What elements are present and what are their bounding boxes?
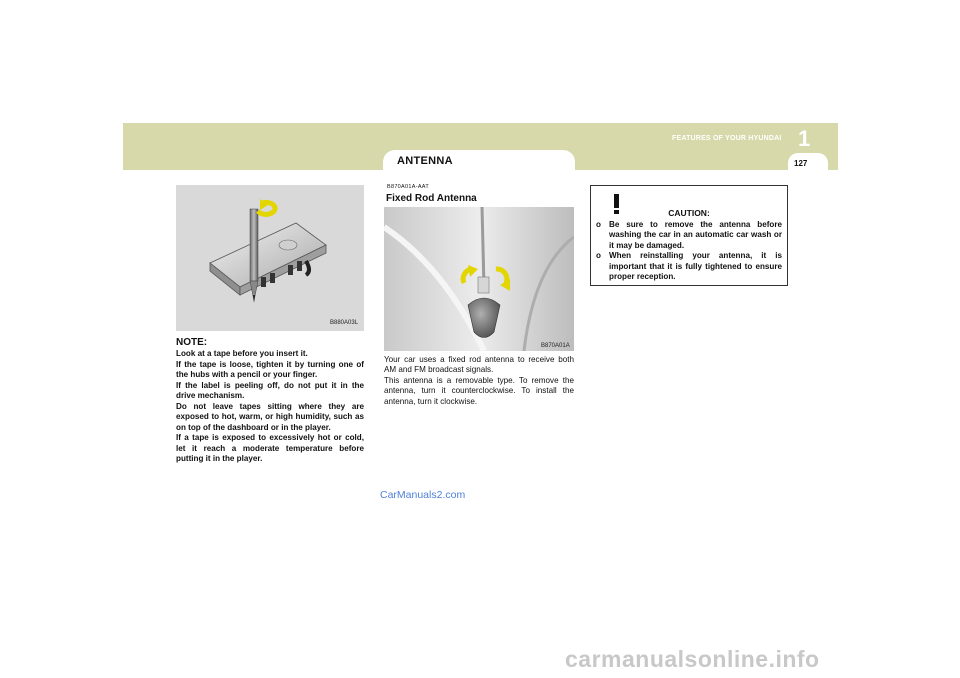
paragraph: Your car uses a fixed rod antenna to receive both AM and FM broadcast signals. <box>384 355 574 375</box>
note-block <box>176 337 364 465</box>
page-number: 127 <box>794 159 808 168</box>
antenna-description <box>384 355 574 407</box>
footer-watermark: carmanualsonline.info <box>565 646 820 672</box>
section-title: ANTENNA <box>397 155 453 167</box>
note-line: Do not leave tapes sitting where they are exposed to hot, warm, or high humidity, such as on top of the dashboard or in the player. <box>176 401 364 432</box>
caution-list <box>596 220 782 282</box>
cassette-figure-code: B880A03L <box>330 320 359 326</box>
note-heading: NOTE: <box>176 337 208 348</box>
caution-item <box>596 251 782 282</box>
bullet-marker: o <box>596 251 601 261</box>
antenna-figure-code: B870A01A <box>541 343 570 349</box>
paragraph: This antenna is a removable type. To remove the antenna, turn it counterclockwise. To install the antenna, turn it clockwise. <box>384 375 574 406</box>
note-line: If a tape is exposed to excessively hot or cold, let it reach a moderate temperature before putting it in the player. <box>176 433 364 463</box>
cassette-illustration <box>176 185 364 331</box>
chapter-title: FEATURES OF YOUR HYUNDAI <box>672 135 782 142</box>
antenna-figure <box>384 207 574 351</box>
caution-item-text: Be sure to remove the antenna before washing the car in an automatic car wash or it may be damaged. <box>609 220 782 250</box>
cassette-figure <box>176 185 364 331</box>
subsection-title: Fixed Rod Antenna <box>386 193 477 204</box>
note-line: Look at a tape before you insert it. <box>176 349 308 358</box>
caution-title: CAUTION: <box>668 208 710 218</box>
caution-box <box>590 185 788 286</box>
watermark-link[interactable]: CarManuals2.com <box>380 489 466 501</box>
bullet-marker: o <box>596 220 601 229</box>
caution-item <box>596 220 782 251</box>
note-line: If the label is peeling off, do not put it in the drive mechanism. <box>176 380 364 400</box>
note-line: If the tape is loose, tighten it by turning one of the hubs with a pencil or your finger. <box>176 359 364 379</box>
antenna-illustration <box>384 207 574 351</box>
caution-item-text: When reinstalling your antenna, it is important that it is fully tightened to ensure proper reception. <box>609 251 782 282</box>
chapter-number: 1 <box>798 126 811 151</box>
reference-code: B870A01A-AAT <box>387 184 430 190</box>
